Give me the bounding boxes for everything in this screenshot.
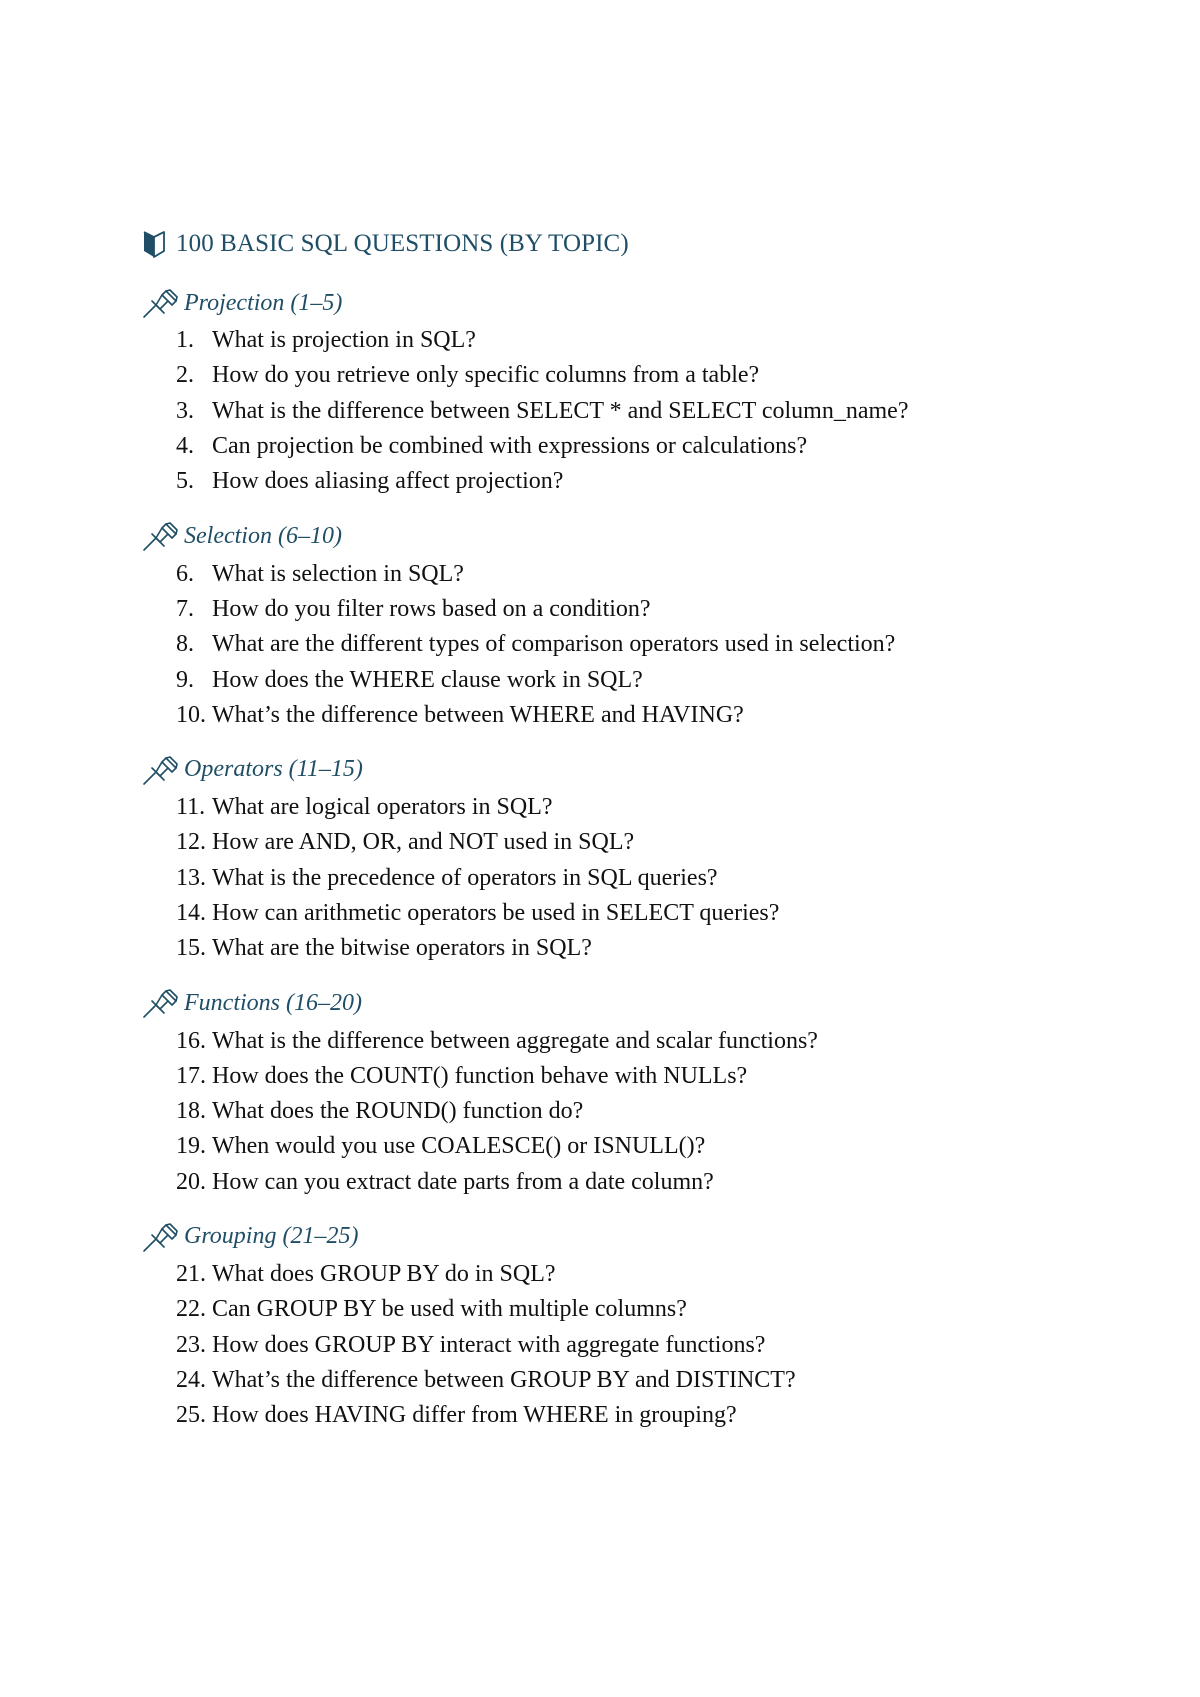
question-text: How do you filter rows based on a condition? [212,595,651,622]
question-text: What is the precedence of operators in SQL queries? [212,864,718,891]
question-item [142,394,1092,429]
pushpin-icon [142,987,178,1019]
question-number: 2. [176,362,194,389]
question-item [142,1165,1092,1200]
question-text: What’s the difference between GROUP BY and DISTINCT? [212,1366,796,1393]
question-item [142,896,1092,931]
question-list [142,1257,1092,1433]
pushpin-icon [142,287,178,319]
question-item [142,1398,1092,1433]
question-item [142,1023,1092,1058]
question-number: 4. [176,433,194,460]
section-heading-text: Grouping (21–25) [184,1223,359,1250]
question-item [142,662,1092,697]
question-item [142,861,1092,896]
question-text: What are logical operators in SQL? [212,794,553,821]
question-item [142,1094,1092,1129]
question-text: How does the COUNT() function behave with NULLs? [212,1062,748,1089]
question-number: 24. [176,1366,206,1393]
question-item [142,1257,1092,1292]
question-item [142,1328,1092,1363]
question-text: Can projection be combined with expressions or calculations? [212,433,808,460]
question-item [142,358,1092,393]
question-number: 14. [176,900,206,926]
question-text: What is the difference between SELECT * and SELECT column_name? [212,397,909,424]
question-text: How does aliasing affect projection? [212,468,564,495]
question-number: 21. [176,1261,206,1288]
question-number: 10. [176,701,206,728]
question-number: 5. [176,468,194,495]
document-page [142,222,1092,1433]
question-number: 23. [176,1331,206,1358]
question-item [142,698,1092,733]
question-item [142,931,1092,966]
question-number: 13. [176,864,206,891]
topic-section [142,983,1092,1199]
topic-section [142,516,1092,732]
question-text: Can GROUP BY be used with multiple columns? [212,1296,687,1323]
question-number: 6. [176,560,194,587]
question-number: 15. [176,935,206,962]
question-number: 17. [176,1062,206,1089]
question-item [142,627,1092,662]
question-item [142,790,1092,825]
pushpin-icon [142,754,178,786]
question-text: What are the different types of comparison operators used in selection? [212,631,896,658]
question-number: 3. [176,397,194,424]
question-item [142,1292,1092,1327]
topic-section [142,283,1092,499]
question-number: 9. [176,666,194,693]
question-list [142,790,1092,966]
section-heading [142,750,1092,790]
question-number: 7. [176,595,194,622]
question-item [142,1363,1092,1398]
question-number: 25. [176,1402,206,1429]
question-number: 22. [176,1296,206,1323]
question-text: What is selection in SQL? [212,560,464,587]
question-number: 12. [176,829,206,856]
question-item [142,1129,1092,1164]
section-heading-text: Projection (1–5) [184,289,343,316]
question-item [142,556,1092,591]
question-text: How do you retrieve only specific columns from a table? [212,362,760,389]
pushpin-icon [142,1221,178,1253]
question-text: What are the bitwise operators in SQL? [212,935,592,962]
question-item [142,1059,1092,1094]
question-number: 8. [176,631,194,658]
question-list [142,556,1092,732]
document-title-text: 100 BASIC SQL QUESTIONS (BY TOPIC) [176,230,629,257]
question-text: How does GROUP BY interact with aggregate functions? [212,1331,766,1358]
question-number: 16. [176,1027,206,1054]
question-text: How does HAVING differ from WHERE in grouping? [212,1402,737,1429]
question-text: What is projection in SQL? [212,327,476,354]
question-list [142,1023,1092,1199]
question-item [142,464,1092,499]
beginner-shield-icon [142,229,166,259]
question-number: 18. [176,1098,206,1125]
question-text: How does the WHERE clause work in SQL? [212,666,643,693]
section-heading-text: Functions (16–20) [184,989,362,1016]
section-heading-text: Selection (6–10) [184,522,342,549]
question-text: How are AND, OR, and NOT used in SQL? [212,829,635,856]
question-list [142,323,1092,499]
question-number: 11. [176,794,206,821]
question-text: How can arithmetic operators be used in SELECT queries? [212,900,780,926]
section-heading [142,283,1092,323]
question-item [142,592,1092,627]
sections-container [142,283,1092,1433]
section-heading [142,1217,1092,1257]
section-heading [142,516,1092,556]
question-text: What’s the difference between WHERE and HAVING? [212,701,744,728]
question-item [142,323,1092,358]
question-text: What is the difference between aggregate and scalar functions? [212,1027,818,1054]
section-heading-text: Operators (11–15) [184,756,363,783]
document-title [142,222,1092,266]
question-text: When would you use COALESCE() or ISNULL()? [212,1133,706,1160]
topic-section [142,1217,1092,1433]
question-text: How can you extract date parts from a date column? [212,1168,714,1195]
question-text: What does GROUP BY do in SQL? [212,1261,556,1288]
question-item [142,825,1092,860]
section-heading [142,983,1092,1023]
topic-section [142,750,1092,966]
question-item [142,429,1092,464]
question-number: 19. [176,1133,206,1160]
question-number: 20. [176,1168,206,1195]
pushpin-icon [142,520,178,552]
question-text: What does the ROUND() function do? [212,1098,584,1125]
question-number: 1. [176,327,194,354]
